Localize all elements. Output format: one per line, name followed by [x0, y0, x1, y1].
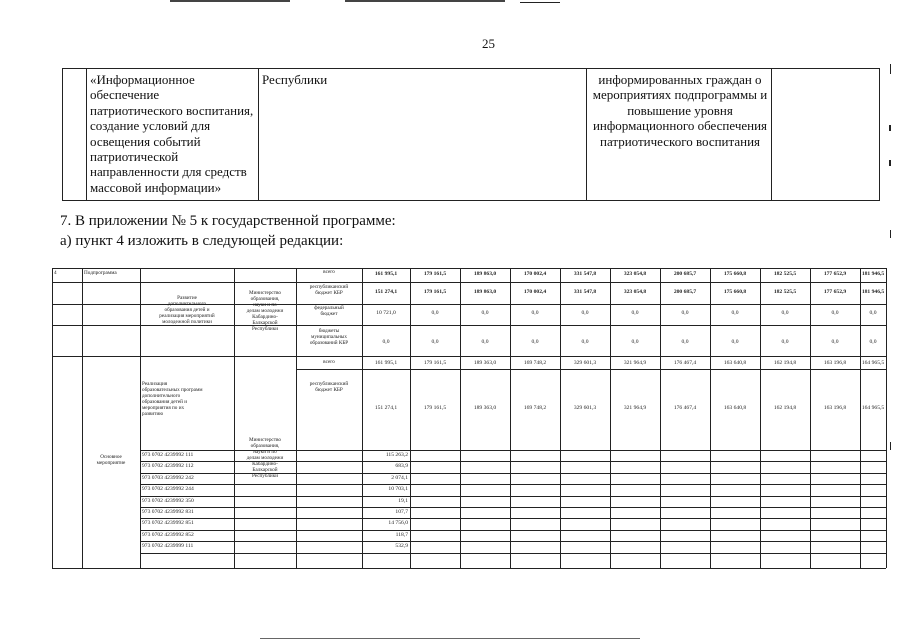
amount-cell: 179 161,5	[423, 271, 447, 277]
amount-cell: 179 161,5	[423, 405, 447, 411]
table-rule	[258, 68, 259, 201]
table-rule	[296, 369, 886, 370]
amount-cell: 0,0	[731, 339, 739, 345]
amount-cell: 323 054,8	[623, 289, 647, 295]
scan-artifact-line	[345, 0, 505, 2]
event-name: Реализация образовательных программ дополнительного образования детей и мероприятия по их развитию	[142, 381, 203, 417]
amount-cell: 0,0	[781, 310, 789, 316]
funding-source: бюджеты муниципальных образований КБР	[309, 328, 349, 346]
table-rule	[771, 68, 772, 201]
kbk-amount: 115 263,2	[385, 452, 408, 458]
amount-cell: 161 995,1	[374, 271, 398, 277]
table-rule	[879, 68, 880, 201]
amount-cell: 329 601,3	[573, 360, 597, 366]
amount-cell: 331 547,8	[573, 289, 597, 295]
funding-source: республиканский бюджет КБР	[309, 284, 349, 296]
amount-cell: 0,0	[581, 310, 589, 316]
amount-cell: 0,0	[431, 339, 439, 345]
scan-artifact-line	[260, 638, 640, 639]
kbk-amount: 2 074,1	[391, 475, 408, 481]
amount-cell: 200 685,7	[673, 289, 697, 295]
amount-cell: 181 946,5	[861, 289, 885, 295]
amount-cell: 0,0	[382, 339, 390, 345]
table-rule	[62, 68, 880, 69]
cell-event-name: «Информационное обеспечение патриотического воспитания, создание условий для освещения событий патриотической направленности для средств массовой информации»	[90, 72, 254, 195]
kbk-code: 973 0702 4239992 112	[142, 463, 194, 469]
table-rule	[886, 268, 887, 568]
table-rule	[82, 268, 83, 568]
amount-cell: 162 194,8	[773, 360, 797, 366]
row-number: 4	[54, 270, 57, 276]
instruction-line-1: 7. В приложении № 5 к государственной программе:	[60, 213, 396, 229]
funding-source: федеральный бюджет	[314, 305, 344, 317]
amount-cell: 176 467,4	[673, 360, 697, 366]
amount-cell: 182 525,5	[773, 289, 797, 295]
kbk-code: 973 0702 4239992 852	[142, 532, 194, 538]
amount-cell: 0,0	[831, 339, 839, 345]
scan-mark	[890, 442, 891, 450]
table-rule	[140, 496, 886, 497]
table-rule	[52, 268, 53, 568]
amount-cell: 0,0	[731, 310, 739, 316]
table-rule	[52, 568, 886, 569]
amount-cell: 164 965,5	[861, 360, 885, 366]
table-rule	[140, 541, 886, 542]
cell-expected-result: информированных граждан о мероприятиях подпрограммы и повышение уровня информационного обеспечения патриотического воспитания	[592, 72, 768, 149]
amount-cell: 0,0	[781, 339, 789, 345]
kbk-code: 973 0702 4239992 111	[142, 452, 194, 458]
amount-cell: 181 946,5	[861, 271, 885, 277]
amount-cell: 200 685,7	[673, 271, 697, 277]
scan-mark	[889, 125, 891, 131]
kbk-code: 973 0702 4239992 350	[142, 498, 194, 504]
amount-cell: 0,0	[631, 310, 639, 316]
amount-cell: 323 054,8	[623, 271, 647, 277]
kbk-code: 973 0702 4239992 851	[142, 520, 194, 526]
amount-cell: 321 964,9	[623, 405, 647, 411]
amount-cell: 161 995,1	[374, 360, 398, 366]
amount-cell: 329 601,3	[573, 405, 597, 411]
amount-cell: 163 196,8	[823, 360, 847, 366]
amount-cell: 163 196,8	[823, 405, 847, 411]
amount-cell: 175 660,8	[723, 289, 747, 295]
amount-cell: 164 965,5	[861, 405, 885, 411]
amount-cell: 10 721,0	[376, 310, 396, 316]
funding-source: республиканский бюджет КБР	[309, 381, 349, 393]
amount-cell: 176 467,4	[673, 405, 697, 411]
table-rule	[140, 518, 886, 519]
amount-cell: 182 525,5	[773, 271, 797, 277]
table-rule	[296, 268, 297, 568]
kbk-amount: 107,7	[395, 509, 408, 515]
table-rule	[234, 268, 235, 568]
kbk-amount: 683,9	[395, 463, 408, 469]
kbk-amount: 118,7	[395, 532, 408, 538]
cell-executor: Республики	[262, 72, 328, 87]
amount-cell: 179 161,5	[423, 289, 447, 295]
amount-cell: 0,0	[581, 339, 589, 345]
page-number: 25	[482, 36, 495, 51]
kbk-code: 973 0702 4239992 244	[142, 486, 194, 492]
subprogram-executor: Министерство образования, науки и по делам молодежи Кабардино- Балкарской Республики	[246, 290, 284, 332]
amount-cell: 0,0	[831, 310, 839, 316]
table-rule	[586, 68, 587, 201]
table-rule	[62, 68, 63, 201]
amount-cell: 162 194,8	[773, 405, 797, 411]
amount-cell: 0,0	[681, 339, 689, 345]
amount-cell: 163 640,8	[723, 360, 747, 366]
amount-cell: 0,0	[869, 310, 877, 316]
amount-cell: 177 652,9	[823, 271, 847, 277]
amount-cell: 175 660,8	[723, 271, 747, 277]
instruction-line-2: а) пункт 4 изложить в следующей редакции:	[60, 233, 344, 249]
amount-cell: 0,0	[869, 339, 877, 345]
funding-source: всего	[323, 359, 335, 365]
amount-cell: 169 748,2	[523, 360, 547, 366]
subprogram-label: Подпрограмма	[84, 270, 117, 276]
amount-cell: 189 863,0	[473, 289, 497, 295]
amount-cell: 151 274,1	[374, 405, 398, 411]
subprogram-name: Развитие дополнительного образования детей и реализация мероприятий молодежной политики	[159, 295, 215, 325]
amount-cell: 179 161,5	[423, 360, 447, 366]
event-executor: Министерство образования, науки и по делам молодежи Кабардино- Балкарской Республики	[246, 437, 284, 479]
amount-cell: 0,0	[681, 310, 689, 316]
scan-artifact-line	[520, 2, 560, 3]
table-rule	[86, 68, 87, 201]
amount-cell: 0,0	[631, 339, 639, 345]
amount-cell: 0,0	[431, 310, 439, 316]
table-rule	[62, 200, 880, 201]
kbk-amount: 19,1	[398, 498, 408, 504]
kbk-amount: 10 703,1	[388, 486, 408, 492]
scan-mark	[889, 160, 891, 166]
kbk-amount: 14 756,0	[388, 520, 408, 526]
scan-artifact-line	[170, 0, 290, 2]
amount-cell: 321 964,9	[623, 360, 647, 366]
table-rule	[140, 268, 141, 568]
kbk-code: 973 0702 4239992 831	[142, 509, 194, 515]
table-rule	[140, 507, 886, 508]
table-rule	[140, 530, 886, 531]
kbk-code: 973 0702 4239999 111	[142, 543, 194, 549]
scan-mark	[890, 64, 891, 74]
kbk-code: 973 0703 4239992 242	[142, 475, 194, 481]
funding-source: всего	[323, 269, 335, 275]
amount-cell: 189 363,0	[473, 405, 497, 411]
event-label: Основное мероприятие	[96, 454, 126, 466]
scan-mark	[890, 230, 891, 238]
amount-cell: 0,0	[481, 339, 489, 345]
amount-cell: 151 274,1	[374, 289, 398, 295]
amount-cell: 0,0	[531, 310, 539, 316]
amount-cell: 170 002,4	[523, 271, 547, 277]
amount-cell: 177 652,9	[823, 289, 847, 295]
amount-cell: 169 748,2	[523, 405, 547, 411]
amount-cell: 0,0	[531, 339, 539, 345]
table-rule	[140, 553, 886, 554]
amount-cell: 0,0	[481, 310, 489, 316]
table-rule	[140, 484, 886, 485]
kbk-amount: 532,9	[395, 543, 408, 549]
amount-cell: 189 363,0	[473, 360, 497, 366]
amount-cell: 163 640,8	[723, 405, 747, 411]
amount-cell: 189 863,0	[473, 271, 497, 277]
amount-cell: 331 547,8	[573, 271, 597, 277]
amount-cell: 170 002,4	[523, 289, 547, 295]
